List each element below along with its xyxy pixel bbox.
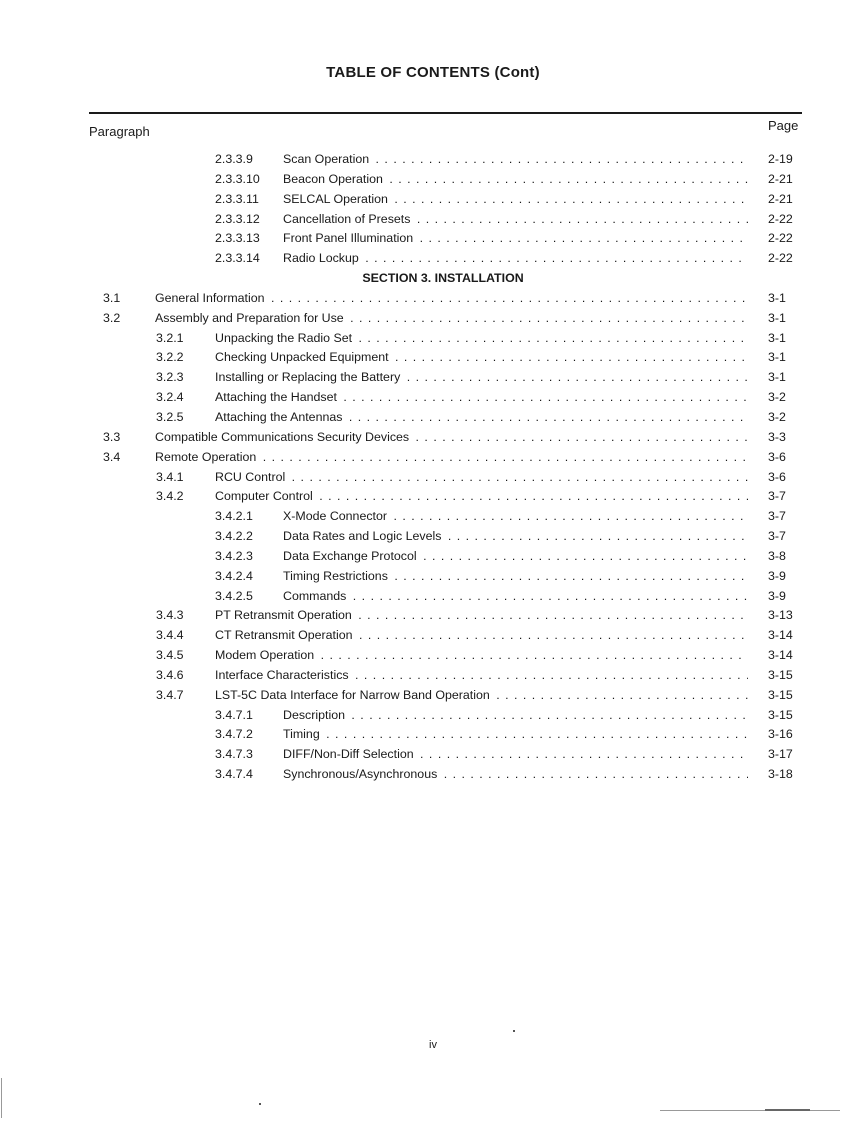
toc-entry[interactable]: [0, 229, 866, 249]
toc-entry[interactable]: [0, 190, 866, 210]
toc-entry-title: Data Rates and Logic Levels: [283, 529, 442, 544]
toc-entry[interactable]: [0, 706, 866, 726]
toc-entry-title: Description: [283, 707, 345, 722]
toc-entry-number: 3.4.1: [156, 469, 184, 484]
toc-entry-page: 2-22: [768, 211, 793, 226]
toc-entry-page: 3-13: [768, 608, 793, 623]
toc-entry-page: 2-21: [768, 191, 793, 206]
toc-entry[interactable]: [0, 587, 866, 607]
toc-entry-title: Modem Operation: [215, 648, 315, 663]
toc-entry-title: Cancellation of Presets: [283, 211, 411, 226]
toc-entry[interactable]: [0, 348, 866, 368]
toc-entry-page: 2-19: [768, 152, 793, 166]
toc-entry-title: Front Panel Illumination: [283, 231, 414, 246]
toc-entry-number: 3.2.4: [156, 390, 184, 405]
toc-entry-title: Synchronous/Asynchronous: [283, 767, 438, 782]
toc-entry-number: 3.2.3: [156, 370, 184, 385]
section-heading-text: SECTION 3. INSTALLATION: [362, 271, 524, 286]
toc-entry-title: SELCAL Operation: [283, 191, 388, 206]
toc-entry-number: 3.4.6: [156, 667, 184, 682]
toc-entry[interactable]: [0, 606, 866, 626]
toc-entry-title: Timing Restrictions: [283, 568, 388, 583]
toc-entry-number: 3.4.7.3: [215, 747, 253, 762]
toc-entry-page: 2-22: [768, 231, 793, 246]
toc-entry-page: 2-21: [768, 171, 793, 186]
toc-entry[interactable]: [0, 170, 866, 190]
toc-entry-number: 3.4.2.4: [215, 568, 253, 583]
toc-entry-title: Checking Unpacked Equipment: [215, 350, 389, 365]
toc-entry[interactable]: [0, 725, 866, 745]
toc-entry-number: 3.2.2: [156, 350, 184, 365]
scan-streak: [765, 1109, 810, 1111]
toc-entry-title: X-Mode Connector: [283, 509, 387, 524]
toc-entry-page: 3-16: [768, 727, 793, 742]
toc-entry-page: 3-14: [768, 628, 793, 643]
toc-entry[interactable]: [0, 765, 866, 785]
toc-list: [0, 150, 866, 785]
toc-entry-page: 3-8: [768, 548, 786, 563]
toc-entry-title: Attaching the Handset: [215, 390, 337, 405]
toc-entry-page: 3-15: [768, 707, 793, 722]
toc-entry-title: Radio Lockup: [283, 251, 359, 266]
toc-entry-number: 3.1: [103, 290, 121, 305]
toc-entry-title: Data Exchange Protocol: [283, 548, 417, 563]
toc-entry-number: 3.2.1: [156, 330, 184, 345]
toc-entry[interactable]: [0, 527, 866, 547]
toc-entry-title: Computer Control: [215, 489, 313, 504]
toc-entry[interactable]: [0, 448, 866, 468]
toc-entry-number: 3.4.2: [156, 489, 184, 504]
toc-entry-title: Installing or Replacing the Battery: [215, 370, 401, 385]
toc-entry-title: Remote Operation: [155, 449, 257, 464]
toc-entry-title: Unpacking the Radio Set: [215, 330, 353, 345]
toc-entry-number: 3.4.7.4: [215, 767, 253, 782]
toc-entry-page: 3-2: [768, 409, 786, 424]
toc-entry-number: 3.4.7.1: [215, 707, 253, 722]
toc-entry-number: 3.4.7.2: [215, 727, 253, 742]
toc-entry-number: 3.4.2.3: [215, 548, 253, 563]
toc-entry-page: 3-1: [768, 330, 786, 345]
toc-entry-title: Interface Characteristics: [215, 667, 349, 682]
page-column-header: Page: [768, 118, 799, 133]
toc-entry-number: 2.3.3.9: [215, 152, 253, 166]
toc-entry[interactable]: [0, 329, 866, 349]
toc-entry-number: 2.3.3.13: [215, 231, 260, 246]
toc-entry-number: 3.4.5: [156, 648, 184, 663]
toc-entry[interactable]: [0, 547, 866, 567]
paragraph-column-header: Paragraph: [89, 124, 150, 139]
toc-entry-title: Attaching the Antennas: [215, 409, 343, 424]
toc-entry-number: 3.4.2.1: [215, 509, 253, 524]
toc-entry-number: 2.3.3.12: [215, 211, 260, 226]
toc-entry-title: Beacon Operation: [283, 171, 383, 186]
toc-entry-number: 3.4.2.5: [215, 588, 253, 603]
toc-entry[interactable]: [0, 428, 866, 448]
toc-entry-title: RCU Control: [215, 469, 286, 484]
toc-entry[interactable]: [0, 289, 866, 309]
toc-entry-title: Timing: [283, 727, 320, 742]
toc-entry-page: 3-1: [768, 290, 786, 305]
scan-streak: [660, 1110, 840, 1111]
toc-entry[interactable]: [0, 408, 866, 428]
toc-entry-page: 3-6: [768, 449, 786, 464]
toc-entry-number: 3.4: [103, 449, 121, 464]
toc-entry[interactable]: [0, 249, 866, 269]
header-rule: [89, 112, 802, 114]
section-heading: [0, 269, 866, 289]
toc-entry-title: CT Retransmit Operation: [215, 628, 353, 643]
toc-entry[interactable]: [0, 210, 866, 230]
toc-entry-page: 3-18: [768, 767, 793, 782]
toc-entry-title: LST-5C Data Interface for Narrow Band Operation: [215, 687, 490, 702]
toc-entry[interactable]: [0, 567, 866, 587]
toc-entry-page: 3-9: [768, 568, 786, 583]
toc-entry-page: 3-7: [768, 489, 786, 504]
toc-entry[interactable]: [0, 388, 866, 408]
toc-entry-page: 3-15: [768, 667, 793, 682]
toc-entry-title: Assembly and Preparation for Use: [155, 310, 344, 325]
toc-entry-page: 3-7: [768, 529, 786, 544]
toc-entry-number: 2.3.3.10: [215, 171, 260, 186]
toc-entry-page: 3-6: [768, 469, 786, 484]
toc-entry-number: 2.3.3.14: [215, 251, 260, 266]
toc-entry[interactable]: [0, 626, 866, 646]
toc-entry[interactable]: [0, 745, 866, 765]
toc-entry[interactable]: [0, 368, 866, 388]
toc-entry-title: PT Retransmit Operation: [215, 608, 352, 623]
toc-entry-page: 3-14: [768, 648, 793, 663]
toc-entry-number: 3.3: [103, 429, 121, 444]
toc-entry-page: 3-1: [768, 310, 786, 325]
toc-entry[interactable]: [0, 468, 866, 488]
toc-entry-number: 3.4.2.2: [215, 529, 253, 544]
toc-entry-page: 3-15: [768, 687, 793, 702]
toc-entry-number: 2.3.3.11: [215, 191, 259, 206]
scan-speck: [513, 1030, 515, 1032]
toc-entry-number: 3.2.5: [156, 409, 184, 424]
toc-entry[interactable]: [0, 507, 866, 527]
toc-entry-page: 2-22: [768, 251, 793, 266]
toc-entry-title: DIFF/Non-Diff Selection: [283, 747, 414, 762]
toc-entry-page: 3-1: [768, 350, 786, 365]
toc-entry[interactable]: [0, 309, 866, 329]
toc-entry-number: 3.2: [103, 310, 121, 325]
page-number: iv: [429, 1039, 437, 1051]
scan-speck: [259, 1103, 261, 1105]
toc-entry[interactable]: [0, 666, 866, 686]
toc-entry-page: 3-7: [768, 509, 786, 524]
toc-entry[interactable]: [0, 646, 866, 666]
toc-entry-page: 3-2: [768, 390, 786, 405]
toc-entry-number: 3.4.4: [156, 628, 184, 643]
toc-entry-page: 3-3: [768, 429, 786, 444]
toc-entry-title: Compatible Communications Security Devices: [155, 429, 410, 444]
toc-entry-page: 3-9: [768, 588, 786, 603]
toc-entry-page: 3-17: [768, 747, 793, 762]
toc-entry-number: 3.4.3: [156, 608, 184, 623]
toc-entry-title: Scan Operation: [283, 152, 370, 166]
toc-entry[interactable]: [0, 686, 866, 706]
toc-entry[interactable]: [0, 150, 866, 170]
scan-edge-mark: [1, 1078, 2, 1118]
page-title: TABLE OF CONTENTS (Cont): [326, 64, 540, 81]
toc-entry-page: 3-1: [768, 370, 786, 385]
toc-entry-title: General Information: [155, 290, 265, 305]
toc-entry[interactable]: [0, 487, 866, 507]
toc-entry-number: 3.4.7: [156, 687, 184, 702]
toc-entry-title: Commands: [283, 588, 347, 603]
